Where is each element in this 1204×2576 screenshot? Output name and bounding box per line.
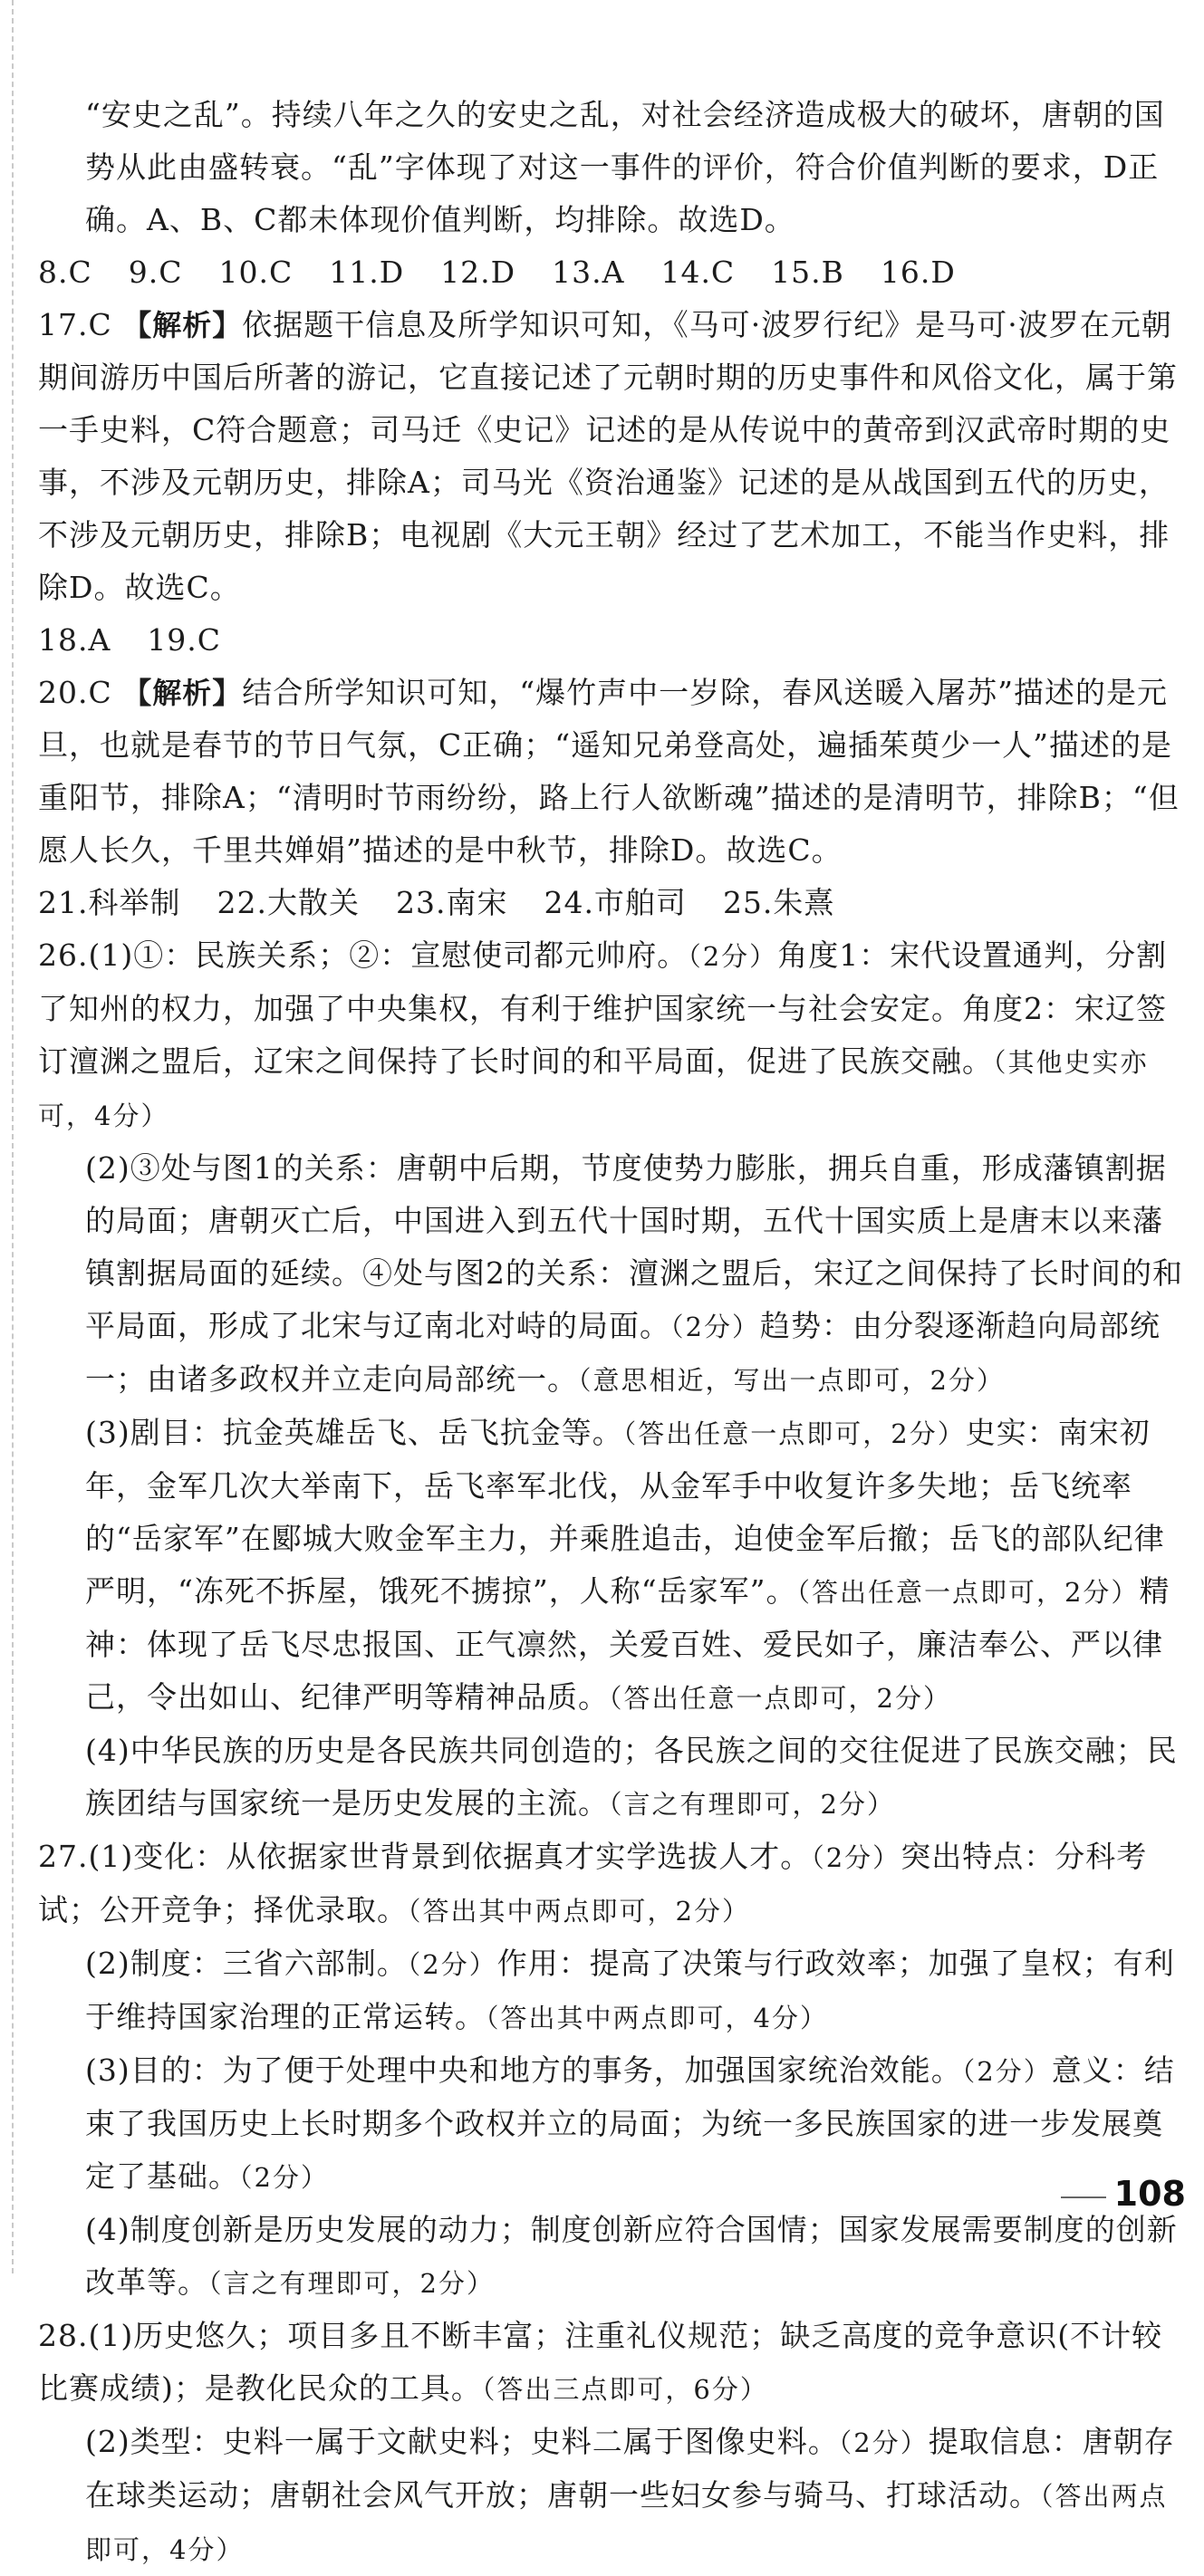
answer-paragraph	[38, 2044, 1189, 2204]
answer-item: 25.朱熹	[722, 885, 835, 920]
answer-text: (3)目的：为了便于处理中央和地方的事务，加强国家统治效能。	[85, 2052, 962, 2088]
score-note: （言之有理即可，2分）	[208, 2268, 495, 2299]
score-note: （2分）	[811, 1842, 901, 1873]
score-note: （2分）	[670, 1312, 760, 1342]
answer-key-content	[38, 89, 1189, 2576]
answer-item: 18.A	[38, 622, 111, 658]
score-note: （2分）	[407, 1949, 497, 1980]
answer-item: 11.D	[329, 255, 405, 290]
answer-text: (2)制度：三省六部制。	[85, 1946, 408, 1981]
score-note: （意思相近，写出一点即可，2分）	[578, 1365, 1005, 1396]
answer-paragraph	[38, 1142, 1189, 1407]
answer-text: 26.(1)①：民族关系；②：宣慰使司都元帅府。	[38, 937, 689, 973]
answer-paragraph	[38, 89, 1189, 246]
answer-text: 依据题干信息及所学知识可知，《马可·波罗行纪》是马可·波罗在元朝期间游历中国后所著的游记，它直接记述了元朝时期的历史事件和风俗文化，属于第一手史料，C符合题意；司马迁《史记》记述的是从传说中的黄帝到汉武帝时期的史事，不涉及元朝历史，排除A；司马光《资治通鉴》记述的是从战国到五代的历史，不涉及元朝历史，排除B；电视剧《大元王朝》经过了艺术加工，不能当作史料，排除D。故选C。	[38, 307, 1178, 605]
answer-text: 精神：体现了岳飞尽忠报国、正气凛然，关爱百姓、爱民如子，廉洁奉公、严以律己，令出如山、纪律严明等精神品质。	[85, 1573, 1170, 1715]
answer-item: 21.科举制	[38, 885, 181, 920]
answer-list-line	[38, 877, 1189, 929]
answer-paragraph	[38, 667, 1189, 877]
answer-list-line	[38, 614, 1189, 667]
answer-text: 17.C	[38, 307, 123, 342]
answer-paragraph	[38, 2204, 1189, 2310]
answer-text: 趋势：由分裂逐渐趋向局部统一；由诸多政权并立走向局部统一。	[85, 1308, 1161, 1397]
score-note: （2分）	[688, 941, 778, 972]
answer-paragraph	[38, 2310, 1189, 2416]
answer-text: (2)③处与图1的关系：唐朝中后期，节度使势力膨胀，拥兵自重，形成藩镇割据的局面；唐朝灭亡后，中国进入到五代十国时期，五代十国实质上是唐末以来藩镇割据局面的延续。④处与图2的关系：澶渊之盟后，宋辽之间保持了长时间的和平局面，形成了北宋与辽南北对峙的局面。	[85, 1150, 1183, 1343]
answer-paragraph	[38, 1407, 1189, 1725]
score-note: （答出三点即可，6分）	[481, 2374, 768, 2405]
answer-text: (4)中华民族的历史是各民族共同创造的；各民族之间的交往促进了民族交融；民族团结与国家统一是历史发展的主流。	[85, 1733, 1178, 1821]
score-note: （答出两点即可，4分）	[85, 2481, 1168, 2565]
answer-text: (4)制度创新是历史发展的动力；制度创新应符合国情；国家发展需要制度的创新改革等。	[85, 2212, 1178, 2300]
score-note: （答出任意一点即可，2分）	[609, 1683, 951, 1714]
score-note: （2分）	[838, 2427, 929, 2458]
answer-text: (2)类型：史料一属于文献史料；史料二属于图像史料。	[85, 2424, 839, 2459]
page-number-rule	[1061, 2196, 1106, 2198]
answer-text: “安史之乱”。持续八年之久的安史之乱，对社会经济造成极大的破坏，唐朝的国势从此由盛转衰。“乱”字体现了对这一事件的评价，符合价值判断的要求，D正确。A、B、C都未体现价值判断，均排除。故选D。	[85, 97, 1165, 237]
score-note: （2分）	[961, 2056, 1052, 2087]
answer-item: 19.C	[147, 622, 222, 658]
answer-text: 作用：提高了决策与行政效率；加强了皇权；有利于维持国家治理的正常运转。	[85, 1946, 1175, 2034]
answer-item: 24.市舶司	[544, 885, 687, 920]
page-number: 108	[1113, 2174, 1186, 2214]
analysis-tag: 【解析】	[122, 308, 243, 342]
answer-paragraph	[38, 1831, 1189, 1937]
score-note: （答出任意一点即可，2分）	[622, 1418, 966, 1449]
score-note: （2分）	[239, 2162, 329, 2193]
score-note: （答出其中两点即可，2分）	[408, 1896, 750, 1927]
answer-text: 意义：结束了我国历史上长时期多个政权并立的局面；为统一多民族国家的进一步发展奠定了基础。	[85, 2052, 1175, 2194]
answer-text: (3)剧目：抗金英雄岳飞、岳飞抗金等。	[85, 1415, 623, 1450]
answer-text: 角度1：宋代设置通判，分割了知州的权力，加强了中央集权，有利于维护国家统一与社会安定。角度2：宋辽签订澶渊之盟后，辽宋之间保持了长时间的和平局面，促进了民族交融。	[38, 937, 1168, 1079]
answer-paragraph	[38, 929, 1189, 1142]
answer-text: 史实：南宋初年，金军几次大举南下，岳飞率军北伐，从金军手中收复许多失地；岳飞统率的“岳家军”在郾城大败金军主力，并乘胜追击，迫使金军后撤；岳飞的部队纪律严明，“冻死不拆屋，饿死不掳掠”，人称“岳家军”。	[85, 1415, 1165, 1609]
answer-item: 16.D	[880, 255, 956, 290]
answer-paragraph	[38, 299, 1189, 614]
answer-list-line	[38, 246, 1189, 299]
answer-item: 15.B	[771, 255, 844, 290]
score-note: （其他史实亦可，4分）	[38, 1047, 1149, 1131]
answer-item: 8.C	[38, 255, 92, 290]
binding-margin-line	[12, 0, 14, 2273]
answer-text: 提取信息：唐朝存在球类运动；唐朝社会风气开放；唐朝一些妇女参与骑马、打球活动。	[85, 2424, 1175, 2513]
analysis-tag: 【解析】	[122, 676, 243, 710]
answer-paragraph	[38, 1937, 1189, 2044]
answer-item: 23.南宋	[395, 885, 508, 920]
score-note: （答出任意一点即可，2分）	[796, 1577, 1140, 1608]
answer-item: 10.C	[218, 255, 294, 290]
score-note: （言之有理即可，2分）	[609, 1789, 895, 1820]
answer-text: 28.(1)历史悠久；项目多且不断丰富；注重礼仪规范；缺乏高度的竞争意识(不计较比赛成绩)；是教化民众的工具。	[38, 2318, 1163, 2406]
answer-item: 9.C	[128, 255, 183, 290]
answer-item: 12.D	[440, 255, 516, 290]
answer-item: 14.C	[660, 255, 736, 290]
score-note: （答出其中两点即可，4分）	[486, 2003, 828, 2033]
answer-text: 20.C	[38, 675, 123, 710]
answer-text: 突出特点：分科考试；公开竞争；择优录取。	[38, 1839, 1148, 1927]
answer-paragraph	[38, 2416, 1189, 2576]
answer-text: 结合所学知识可知，“爆竹声中一岁除，春风送暖入屠苏”描述的是元旦，也就是春节的节日气氛，C正确；“遥知兄弟登高处，遍插茱萸少一人”描述的是重阳节，排除A；“清明时节雨纷纷，路上行人欲断魂”描述的是清明节，排除B；“但愿人长久，千里共婵娟”描述的是中秋节，排除D。故选C。	[38, 675, 1180, 868]
answer-text: 27.(1)变化：从依据家世背景到依据真才实学选拔人才。	[38, 1839, 812, 1874]
answer-item: 13.A	[552, 255, 625, 290]
answer-paragraph	[38, 1725, 1189, 1831]
answer-item: 22.大散关	[217, 885, 360, 920]
